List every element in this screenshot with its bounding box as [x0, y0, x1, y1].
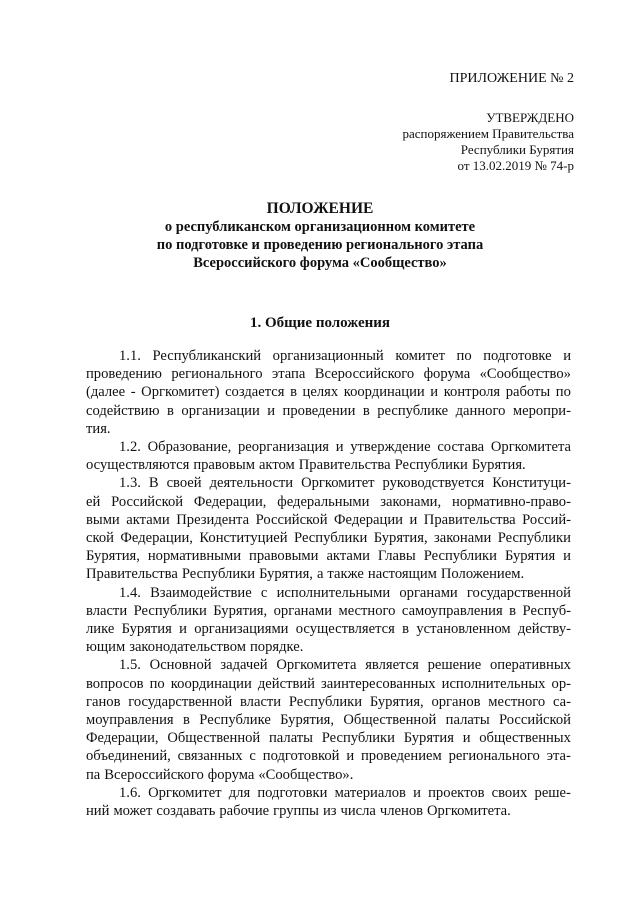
- paragraph-line: 1.3. В своей деятельности Оргкомитет руководствуется Конституци-: [119, 475, 571, 492]
- section-heading: 1. Общие положения: [249, 315, 391, 331]
- paragraph-line: па Всероссийского форума «Сообщество».: [86, 766, 354, 783]
- paragraph-line: объединений, связанных с подготовкой и проведением регионального эта-: [86, 748, 571, 765]
- paragraph-line: 1.4. Взаимодействие с исполнительными органами государственной: [119, 584, 571, 601]
- paragraph-line: ской Федерации, Конституцией Республики Бурятия, законами Республики: [86, 530, 571, 547]
- approval-line: УТВЕРЖДЕНО: [486, 110, 574, 125]
- paragraph-line: проведению регионального этапа Всероссийского форума «Сообщество»: [86, 366, 571, 383]
- section-body: [86, 347, 571, 820]
- document-title-line: о республиканском организационном комитете: [164, 219, 476, 235]
- paragraph-line: осуществляются правовым актом Правительства Республики Бурятия.: [86, 457, 526, 474]
- document-title-main: ПОЛОЖЕНИЕ: [266, 200, 374, 217]
- paragraph-line: выми актами Президента Российской Федерации и Правительства Россий-: [86, 511, 571, 528]
- paragraph-line: 1.6. Оргкомитет для подготовки материалов и проектов своих реше-: [119, 784, 571, 801]
- paragraph-line: 1.1. Республиканский организационный комитет по подготовке и: [119, 348, 571, 364]
- paragraph-line: 1.5. Основной задачей Оргкомитета является решение оперативных: [119, 657, 571, 674]
- paragraph-line: лике Бурятия и организациями осуществляется в установленном действу-: [86, 621, 571, 638]
- document-title-line: Всероссийского форума «Сообщество»: [193, 255, 447, 271]
- document-title-line: по подготовке и проведению регионального этапа: [156, 237, 484, 253]
- paragraph-line: ей Российской Федерации, федеральными законами, нормативно-право-: [86, 493, 571, 510]
- paragraph: [86, 347, 571, 438]
- approval-line: Республики Бурятия: [460, 142, 574, 157]
- paragraph-line: вопросов по координации действий заинтересованных исполнительных ор-: [86, 675, 571, 692]
- paragraph-line: власти Республики Бурятия, органами местного самоуправления в Респуб-: [86, 602, 571, 619]
- paragraph: [86, 474, 571, 583]
- paragraph-line: Бурятия, нормативными правовыми актами Главы Республики Бурятия и: [86, 548, 571, 565]
- document-title: [0, 200, 640, 272]
- approval-block: [402, 110, 574, 174]
- paragraph-line: (далее - Оргкомитет) создается в целях координации и контроля работы по: [86, 384, 571, 401]
- paragraph-line: Федерации, Общественной палаты Республики Бурятия и общественных: [86, 730, 571, 747]
- paragraph-line: ганов государственной власти Республики Бурятия, органов местного са-: [86, 693, 571, 710]
- paragraph-line: содействию в организации и проведении в республике данного меропри-: [86, 402, 571, 419]
- paragraph: [86, 584, 571, 657]
- paragraph: [86, 438, 571, 474]
- approval-line: распоряжением Правительства: [402, 126, 574, 141]
- paragraph-line: тия.: [86, 420, 111, 437]
- paragraph: [86, 656, 571, 783]
- paragraph-line: моуправления в Республике Бурятия, Общественной палаты Российской: [86, 712, 571, 729]
- paragraph-line: 1.2. Образование, реорганизация и утверждение состава Оргкомитета: [119, 439, 571, 456]
- approval-line: от 13.02.2019 № 74-р: [457, 158, 574, 173]
- paragraph-line: ний может создавать рабочие группы из числа членов Оргкомитета.: [86, 803, 511, 820]
- paragraph-line: Правительства Республики Бурятия, а также настоящим Положением.: [86, 566, 525, 583]
- paragraph-line: ющим законодательством порядке.: [86, 639, 304, 656]
- paragraph: [86, 784, 571, 820]
- appendix-label: ПРИЛОЖЕНИЕ № 2: [449, 71, 574, 86]
